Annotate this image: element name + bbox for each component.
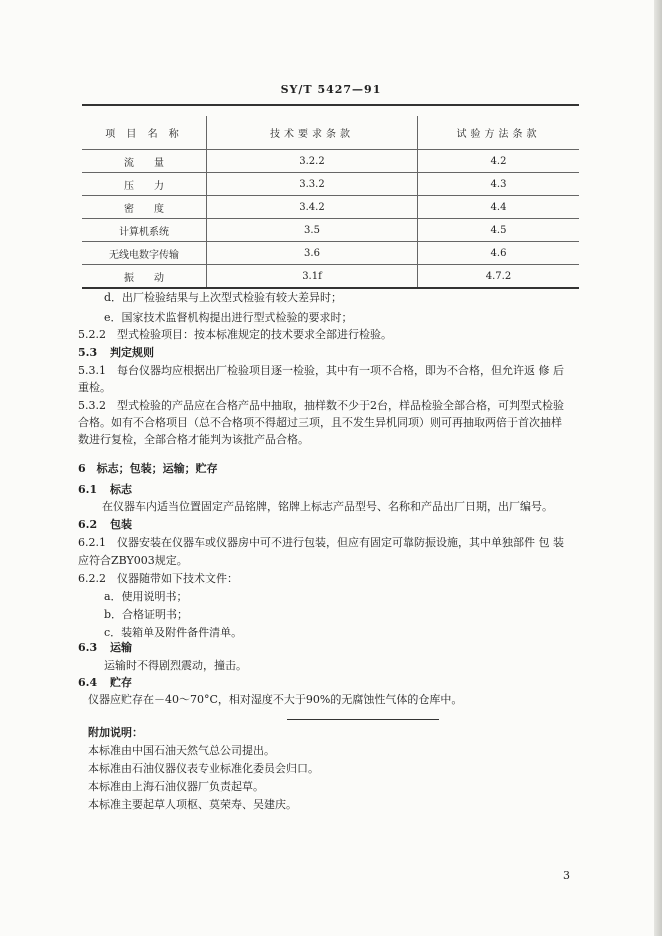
cell-method: 4.3 (418, 173, 580, 196)
table-header-row (82, 116, 579, 150)
clause-6-2-2-a: a．使用说明书； (104, 590, 188, 603)
cell-item: 振 动 (82, 265, 207, 289)
section-5-3-title: 判定规则 (110, 346, 154, 359)
scan-edge (654, 0, 662, 936)
col-header-item: 项 目 名 称 (82, 116, 207, 150)
col-header-method: 试验方法条款 (418, 116, 580, 150)
cell-method: 4.2 (418, 150, 580, 173)
table-row (82, 265, 579, 289)
cell-item: 流 量 (82, 150, 207, 173)
standard-code-header: SY/T 5427—91 (280, 83, 382, 96)
clause-6-1-text: 在仪器车内适当位置固定产品铭牌，铭牌上标志产品型号、名称和产品出厂日期，出厂编号。 (102, 500, 553, 513)
clause-6-4-text: 仪器应贮存在－40～70°C，相对湿度不大于90%的无腐蚀性气体的仓库中。 (88, 693, 463, 706)
section-6-4-number: 6.4 (78, 676, 98, 689)
cell-method: 4.6 (418, 242, 580, 265)
cell-requirement: 3.5 (207, 219, 418, 242)
cell-item: 密 度 (82, 196, 207, 219)
appendix-line: 本标准由上海石油仪器厂负责起草。 (88, 780, 264, 793)
cell-item: 计算机系统 (82, 219, 207, 242)
clause-6-3-text: 运输时不得剧烈震动，撞击。 (104, 659, 247, 672)
clause-6-2-1-line2: 应符合ZBY003规定。 (78, 554, 188, 567)
cell-method: 4.4 (418, 196, 580, 219)
clause-5-3-2-line1: 5.3.2 型式检验的产品应在合格产品中抽取，抽样数不少于2台，样品检验全部合格，可判型式检验 (78, 399, 564, 412)
clause-6-2-2: 6.2.2 仪器随带如下技术文件： (78, 572, 238, 585)
clause-6-2-1-line1: 6.2.1 仪器安装在仪器车或仪器房中可不进行包装，但应有固定可靠防振设施，其中单独部件 包 装 (78, 536, 564, 549)
header-rule (82, 104, 579, 106)
table-row (82, 150, 579, 173)
table-row (82, 173, 579, 196)
table-row (82, 242, 579, 265)
cell-method: 4.5 (418, 219, 580, 242)
clause-5-3-1-line1: 5.3.1 每台仪器均应根据出厂检验项目逐一检验，其中有一项不合格，即为不合格，但允许返 修 后 (78, 364, 564, 377)
section-6-4-title: 贮存 (110, 676, 132, 689)
col-header-requirement: 技术要求条款 (207, 116, 418, 150)
cell-requirement: 3.4.2 (207, 196, 418, 219)
appendix-separator (287, 719, 439, 720)
clause-5-3-1-line2: 重检。 (78, 381, 111, 394)
clause-6-2-2-c: c．装箱单及附件备件清单。 (104, 626, 243, 639)
appendix-title: 附加说明： (88, 726, 143, 739)
cell-item: 压 力 (82, 173, 207, 196)
cell-requirement: 3.1f (207, 265, 418, 289)
section-6-2-number: 6.2 (78, 518, 98, 531)
section-6-3-number: 6.3 (78, 641, 98, 654)
cell-requirement: 3.2.2 (207, 150, 418, 173)
section-6-title: 6 标志；包装；运输；贮存 (78, 462, 218, 475)
clause-5-3-2-line3: 数进行复检，全部合格才能判为该批产品合格。 (78, 433, 309, 446)
clause-6-2-2-b: b．合格证明书； (104, 608, 189, 621)
page-number: 3 (563, 869, 570, 882)
appendix-line: 本标准由中国石油天然气总公司提出。 (88, 744, 275, 757)
clause-5-2-2: 5.2.2 型式检验项目：按本标准规定的技术要求全部进行检验。 (78, 328, 392, 341)
appendix-line: 本标准主要起草人项枢、莫荣寿、吴建庆。 (88, 798, 297, 811)
inspection-table (82, 116, 579, 289)
clause-5-3-2-line2: 合格。如有不合格项目（总不合格项不得超过三项，且不发生异机同项）则可再抽取两倍于首次抽样 (78, 416, 562, 429)
section-6-2-title: 包装 (110, 518, 132, 531)
cell-requirement: 3.6 (207, 242, 418, 265)
table-row (82, 219, 579, 242)
cell-method: 4.7.2 (418, 265, 580, 289)
appendix-line: 本标准由石油仪器仪表专业标准化委员会归口。 (88, 762, 319, 775)
clause-e: e．国家技术监督机构提出进行型式检验的要求时； (104, 311, 353, 324)
section-6-1-number: 6.1 (78, 483, 98, 496)
section-6-1-title: 标志 (110, 483, 132, 496)
section-5-3-number: 5.3 (78, 346, 98, 359)
section-6-3-title: 运输 (110, 641, 132, 654)
cell-requirement: 3.3.2 (207, 173, 418, 196)
cell-item: 无线电数字传输 (82, 242, 207, 265)
table-row (82, 196, 579, 219)
clause-d: d．出厂检验结果与上次型式检验有较大差异时； (104, 291, 343, 304)
